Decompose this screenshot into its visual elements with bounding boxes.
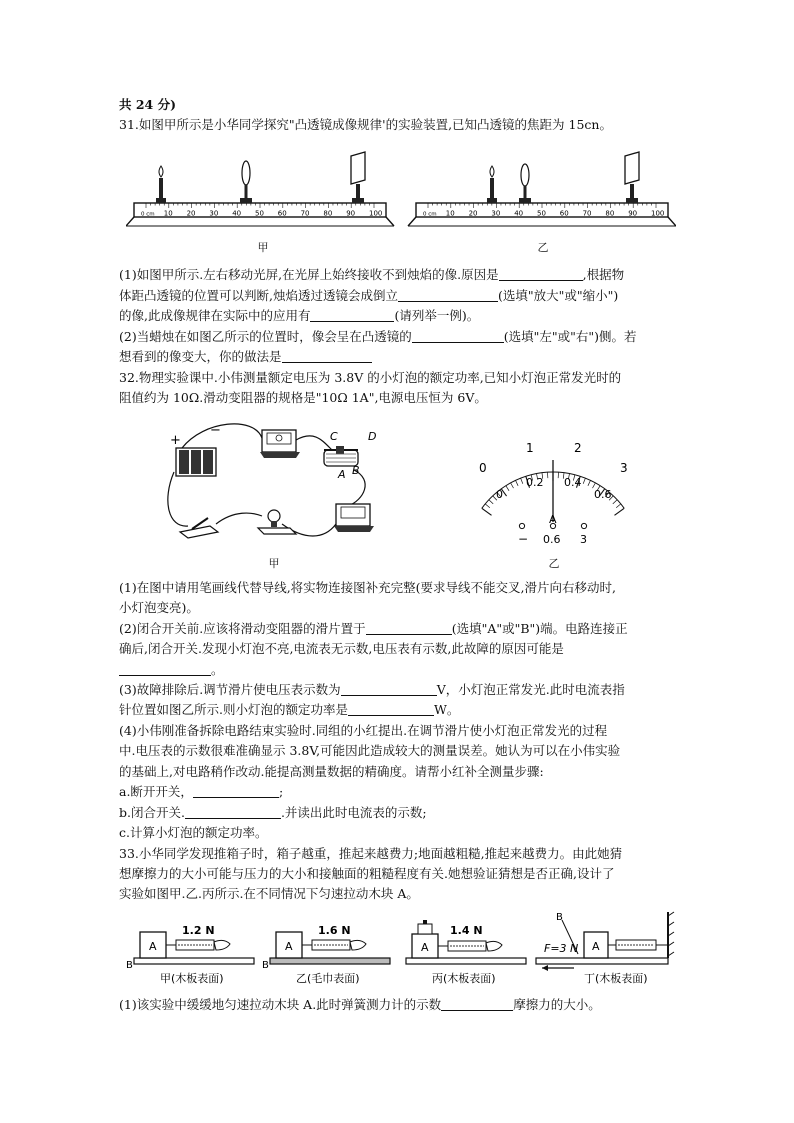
wire [168, 472, 188, 526]
board-label: B [556, 912, 563, 923]
ruler-tick-label: 40 [514, 209, 524, 218]
ammeter-icon [334, 504, 374, 532]
rheostat-label-a: A [338, 468, 346, 481]
q32-stem-line1: 32.物理实验课中.小伟测量额定电压为 3.8V 的小灯泡的额定功率,已知小灯泡正常发光时的 [119, 370, 622, 385]
block-label: A [421, 941, 429, 954]
ruler-tick-label: 90 [346, 209, 356, 218]
hand-icon [486, 941, 502, 951]
answer-blank[interactable] [185, 804, 281, 819]
ruler-tick-label: 60 [277, 209, 287, 218]
dial-tick [489, 500, 493, 504]
ruler-tick-label: 30 [209, 209, 219, 218]
ruler-tick-label: 50 [255, 209, 264, 218]
optical-bench-yi [408, 152, 676, 226]
dial-bottom-label: 0.6 [594, 488, 612, 501]
force-reading: 1.4 N [450, 924, 483, 937]
wire [216, 513, 262, 524]
ruler-tick-label: 80 [323, 209, 333, 218]
answer-blank[interactable] [119, 661, 211, 676]
answer-blank[interactable] [499, 266, 583, 281]
ruler-tick-label: 10 [163, 209, 173, 218]
q31-part2-line2: 想看到的像变大，你的做法是 [119, 347, 679, 367]
q31-part1-line1: (1)如图甲所示.左右移动光屏,在光屏上始终接收不到烛焰的像.原因是 ,根据物 [119, 267, 625, 282]
board [134, 958, 254, 964]
rheostat-label-d: D [368, 430, 377, 443]
q32-step-c: c.计算小灯泡的额定功率。 [119, 825, 268, 840]
answer-blank[interactable] [348, 701, 434, 716]
dial-tick [482, 508, 492, 515]
board-label: B [126, 960, 133, 971]
force-reading: 1.6 N [318, 924, 351, 937]
q31-stem: 31.如图甲所示是小华同学探究"凸透镜成像规律'的实验装置,已知凸透镜的焦距为 15cn。 [119, 117, 612, 132]
answer-blank[interactable] [398, 287, 498, 302]
q31-part1-line3: 的像,此成像规律在实际中的应用有 (请列举一例)。 [119, 308, 480, 323]
hand-icon [350, 940, 366, 950]
switch-icon [180, 518, 218, 538]
block-label: A [592, 940, 600, 953]
ruler-tick-label: 40 [232, 209, 242, 218]
q32-part4-line2: 中.电压表的示数很难准确显示 3.8V,可能因此造成较大的测量误差。她认为可以在小伟实验 [119, 743, 621, 758]
dial-top-label: 3 [620, 461, 628, 475]
wire [296, 436, 332, 450]
dial-tick [613, 500, 617, 504]
ruler-tick-label: 90 [628, 209, 638, 218]
rheostat-label-c: C [330, 430, 338, 443]
friction-panel-bing [406, 920, 526, 964]
answer-blank[interactable] [366, 620, 452, 635]
answer-blank[interactable] [412, 328, 504, 343]
convex-lens-icon [240, 161, 252, 203]
light-screen-icon [625, 152, 639, 203]
ammeter-dial [470, 430, 640, 550]
optical-bench-figures [126, 146, 676, 236]
dial-tick [485, 504, 490, 508]
friction-panel-ding [536, 912, 674, 971]
q32-part3-line2: 针位置如图乙所示.则小灯泡的额定功率是 W。 [119, 702, 460, 717]
dial-tick [506, 486, 509, 491]
q32-part1-line1: (1)在图中请用笔画线代替导线,将实物连接图补充完整(要求导线不能交叉,滑片向右移动时, [119, 580, 617, 595]
dial-top-label: 0 [479, 461, 487, 475]
force-reading: 1.2 N [182, 924, 215, 937]
q32-step-b: b.闭合开关. .并读出此时电流表的示数; [119, 805, 427, 820]
q32-part4-line3: 的基础上,对电路稍作改动.能提高测量数据的精确度。请帮小红补全测量步骤: [119, 764, 544, 779]
q32-part2-line1: (2)闭合开关前.应该将滑动变阻器的滑片置于 (选填"A"或"B")端。电路连接正 [119, 621, 628, 636]
answer-blank[interactable] [282, 348, 372, 363]
optical-bench-jia [126, 152, 394, 226]
q32-part2-line2: 确后,闭合开关.发现小灯泡不亮,电流表无示数,电压表有示数,此故障的原因可能是 [119, 641, 564, 656]
dial-tick [583, 478, 585, 484]
dial-unit-label: A [549, 513, 557, 526]
ruler-tick-label: 20 [186, 209, 196, 218]
light-screen-icon [351, 152, 365, 203]
candle-icon [487, 166, 497, 203]
wire [182, 424, 262, 448]
bulb-icon [258, 510, 296, 534]
friction-panel-jia [126, 924, 254, 971]
q32-stem-line2: 阻值约为 10Ω.滑动变阻器的规格是"10Ω 1A",电源电压恒为 6V。 [119, 390, 487, 405]
rheostat-label-b: B [352, 464, 360, 477]
ruler-tick-label: 80 [605, 209, 615, 218]
ruler-tick-label: 0 cm [141, 211, 155, 218]
force-reading: F=3 N [544, 942, 579, 955]
section-header: 共 24 分) [119, 97, 177, 112]
ruler-tick-label: 60 [559, 209, 569, 218]
terminal-label: 3 [580, 533, 587, 546]
dial-bottom-label: 0.2 [526, 476, 544, 489]
dial-tick [616, 504, 621, 508]
q31-part1-line2: 体距凸透镜的位置可以判断,烛焰透过透镜会成倒立 (选填"放大"或"缩小") [119, 288, 619, 303]
voltmeter-icon [260, 430, 300, 458]
dial-tick [511, 483, 514, 488]
q33-stem-line1: 33.小华同学发现推箱子时，箱子越重，推起来越费力;地面越粗糙,推起来越费力。由此她猜 [119, 846, 623, 861]
answer-blank[interactable] [341, 681, 437, 696]
ruler-tick-label: 0 cm [423, 211, 437, 218]
answer-blank[interactable] [441, 996, 513, 1011]
ruler-tick-label: 70 [300, 209, 310, 218]
dial-top-label: 1 [526, 441, 534, 455]
dial-bottom-label: 0 [496, 488, 503, 501]
q32-part4-line1: (4)小伟刚准备拆除电路结束实验时.同组的小红提出.在调节滑片使小灯泡正常发光的过程 [119, 723, 608, 738]
board-label: B [262, 960, 269, 971]
q32-part2-line3: 。 [119, 660, 679, 680]
terminal-label: 0.6 [543, 533, 561, 546]
terminal-label: − [518, 532, 529, 546]
dial-bottom-label: 0.4 [564, 476, 582, 489]
dial-top-label: 2 [574, 441, 582, 455]
ruler-tick-label: 50 [537, 209, 546, 218]
panel-caption: 丙(木板表面) [432, 972, 496, 985]
board [536, 958, 668, 964]
q33-part1-line1: (1)该实验中缓缓地匀速拉动木块 A.此时弹簧测力计的示数 摩擦力的大小。 [119, 997, 601, 1012]
q33-stem-line3: 实验如图甲.乙.丙所示.在不同情况下匀速拉动木块 A。 [119, 886, 419, 901]
ruler-tick-label: 30 [491, 209, 501, 218]
terminal-icon [581, 523, 586, 528]
battery-plus-label: + [170, 433, 181, 448]
q32-step-a: a.断开开关， ; [119, 784, 284, 799]
ruler-tick-label: 100 [369, 209, 383, 218]
battery-pack-icon [176, 448, 216, 476]
q33-stem-line2: 想摩擦力的大小可能与压力的大小和接触面的粗糙程度有关.她想验证猜想是否正确,设计了 [119, 866, 615, 881]
terminal-icon [519, 523, 524, 528]
ruler-tick-label: 20 [468, 209, 478, 218]
board [406, 958, 526, 964]
figure-caption-dial-yi: 乙 [548, 557, 560, 570]
panel-caption: 乙(毛巾表面) [296, 972, 360, 985]
ruler-tick-label: 10 [445, 209, 455, 218]
figure-caption-jia: 甲 [257, 241, 269, 254]
friction-panel-yi [262, 924, 390, 971]
convex-lens-icon [519, 164, 531, 203]
battery-minus-label: − [210, 423, 221, 438]
panel-caption: 丁(木板表面) [584, 972, 648, 985]
answer-blank[interactable] [310, 307, 394, 322]
towel-board [270, 958, 390, 964]
circuit-diagram [164, 420, 394, 555]
q32-part1-line2: 小灯泡变亮)。 [119, 600, 199, 615]
hand-icon [214, 940, 230, 950]
dial-tick [588, 480, 591, 485]
q31-part2-line1: (2)当蜡烛在如图乙所示的位置时，像会呈在凸透镜的 (选填"左"或"右")侧。若 [119, 329, 637, 344]
answer-blank[interactable] [193, 783, 279, 798]
dial-tick [521, 478, 523, 484]
ruler-tick-label: 100 [651, 209, 665, 218]
block-label: A [285, 940, 293, 953]
dial-tick [614, 508, 624, 515]
figure-caption-yi: 乙 [537, 241, 549, 254]
friction-experiment-figures [124, 910, 676, 986]
q32-part3-line1: (3)故障排除后.调节滑片使电压表示数为 V，小灯泡正常发光.此时电流表指 [119, 682, 625, 697]
figure-caption-circuit-jia: 甲 [268, 557, 280, 570]
ruler-tick-label: 70 [582, 209, 592, 218]
candle-icon [156, 166, 166, 203]
panel-caption: 甲(木板表面) [160, 972, 224, 985]
block-label: A [149, 940, 157, 953]
weight-icon [418, 924, 432, 934]
rheostat-icon [324, 446, 358, 466]
dial-tick [516, 480, 519, 485]
